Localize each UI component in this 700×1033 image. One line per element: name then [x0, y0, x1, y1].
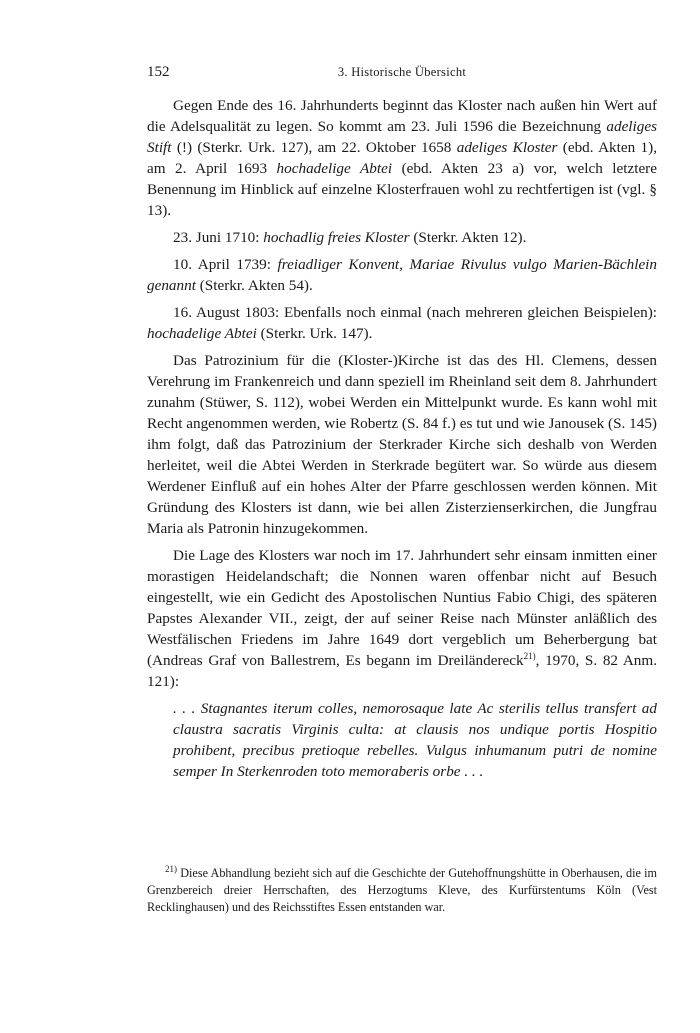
footnote-reference: 21): [523, 650, 536, 661]
text-run: (ebd. Akten 23 a) vor, welch letztere Benennung im Hinblick auf einzelne Klosterfrauen wohl zu rechtfertigen ist (vgl. § 13).: [147, 160, 657, 219]
text-run: , 1970, S. 82 Anm. 121):: [147, 652, 658, 690]
text-run: 16. August 1803: Ebenfalls noch einmal (nach mehreren gleichen Beispielen):: [173, 304, 657, 321]
text-run: 23. Juni 1710:: [173, 229, 264, 246]
text-run: Gegen Ende des 16. Jahrhunderts beginnt das Kloster nach außen hin Wert auf die Adelsqualität zu legen. So kommt am 23. Juli 1596 die Bezeichnung: [147, 97, 657, 135]
body-paragraph: [147, 302, 657, 344]
italic-term: hochadelige Abtei: [276, 160, 393, 177]
text-run: (Sterkr. Urk. 147).: [256, 325, 373, 342]
text-run: (Sterkr. Akten 54).: [195, 277, 313, 294]
latin-quote: . . . Stagnantes iterum colles, nemorosaque late Ac sterilis tellus transfert ad claustra sacratis Virginis culta: at clausis nos undique portis Hospitio prohibent, precibus pretioque rebelles. Vulgus inhumanum putri de nomine semper In Sterkenroden toto memoraberis orbe . . .: [173, 700, 657, 780]
text-run: (ebd. Akten 1), am 2. April 1693: [147, 139, 657, 177]
italic-term: hochadelige Abtei: [147, 325, 257, 342]
footnote-paragraph: [147, 865, 657, 916]
body-paragraph: [147, 227, 657, 248]
page-number: 152: [147, 64, 170, 80]
body-paragraph: [147, 95, 657, 221]
text-run: 10. April 1739:: [173, 256, 278, 273]
footnote: [147, 865, 657, 916]
text-run: Das Patrozinium für die (Kloster-)Kirche ist das des Hl. Clemens, dessen Verehrung im Frankenreich und dann speziell im Rheinland seit dem 8. Jahrhundert zunahm (Stüwer, S. 112), wobei Werden ein Mittelpunkt wurde. Es kann wohl mit Recht angenommen werden, wie Robertz (S. 84 f.) es tut und wie Janousek (S. 145) ihm folgt, daß das Patrozinium der Sterkrader Kirche sich deshalb von Werden herleitet, weil die Abtei Werden in Sterkrade begütert war. So würde aus diesem Werdener Einfluß auf ein hohes Alter der Pfarre geschlossen werden können. Mit Gründung des Klosters ist dann, wie bei allen Zisterzienserkirchen, die Jungfrau Maria als Patronin hinzugekommen.: [147, 352, 657, 537]
text-run: (Sterkr. Akten 12).: [409, 229, 527, 246]
running-title: 3. Historische Übersicht: [337, 65, 467, 79]
body-text: [147, 95, 657, 782]
text-run: (!) (Sterkr. Urk. 127), am 22. Oktober 1658: [171, 139, 457, 156]
footnote-text: Diese Abhandlung bezieht sich auf die Geschichte der Gutehoffnungshütte in Oberhausen, die im Grenzbereich dreier Herrschaften, des Herzogtums Kleve, des Kurfürstentums Köln (Vest Recklinghausen) und des Reichsstiftes Essen entstanden war.: [147, 866, 657, 914]
footnote-marker: 21): [165, 863, 177, 874]
italic-term: adeliges Kloster: [456, 139, 558, 156]
body-paragraph: [147, 350, 657, 539]
page-header: [147, 64, 657, 84]
italic-term: freiadliger Konvent, Mariae Rivulus vulgo Marien-Bächlein genannt: [147, 256, 657, 294]
italic-term: hochadlig freies Kloster: [263, 229, 410, 246]
italic-term: adeliges Stift: [147, 118, 657, 156]
text-run: Die Lage des Klosters war noch im 17. Jahrhundert sehr einsam inmitten einer morastigen Heidelandschaft; die Nonnen waren offenbar nicht auf Besuch eingestellt, wie ein Gedicht des Apostolischen Nuntius Fabio Chigi, des späteren Papstes Alexander VII., zeigt, der auf seiner Reise nach Münster anläßlich des Westfälischen Friedens im Jahre 1649 dort vergeblich um Beherbergung bat (Andreas Graf von Ballestrem, Es begann im Dreiländereck: [147, 547, 657, 669]
body-paragraph: [147, 254, 657, 296]
body-paragraph: [147, 545, 657, 692]
